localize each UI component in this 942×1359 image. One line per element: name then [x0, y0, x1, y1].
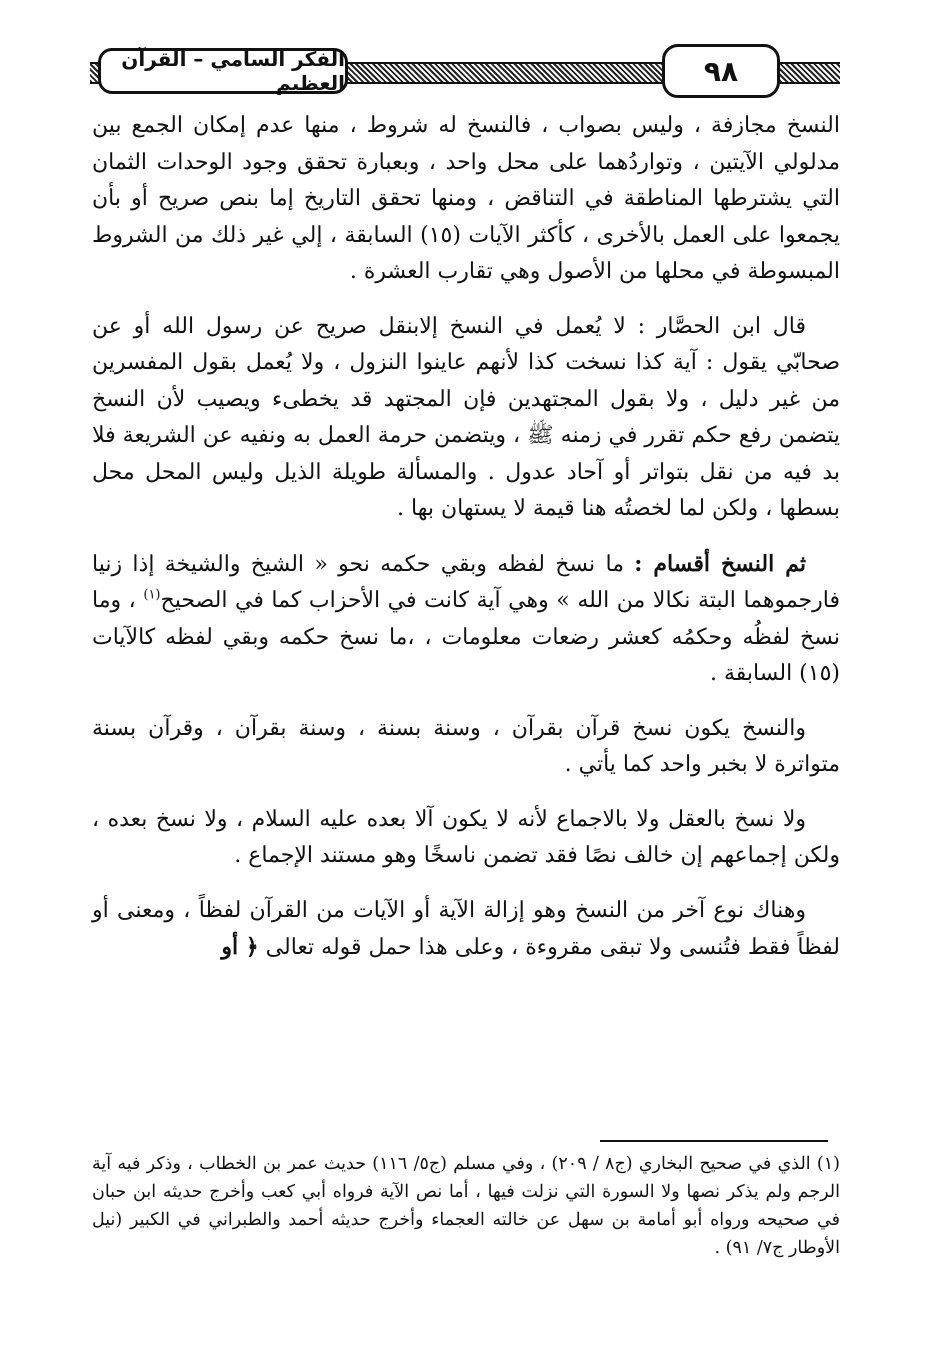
- paragraph-3-text-b: ، وما نسخ لفظُه وحكمُه كعشر رضعات معلومات ، ،ما نسخ حكمه وبقي لفظه كالآيات (١٥) السابقة .: [92, 588, 840, 686]
- book-title: الفكر السامي – القرآن العظيم: [98, 48, 348, 94]
- page-header: [90, 44, 840, 102]
- paragraph-4: والنسخ يكون نسخ قرآن بقرآن ، وسنة بسنة ، وسنة بقرآن ، وقرآن بسنة متواترة لا بخبر واحد كما يأتي .: [92, 715, 840, 777]
- paragraph-3-text-a: ما نسخ لفظه وبقي حكمه نحو « الشيخ والشيخة إذا زنيا فارجموهما البتة نكالا من الله » وهي آية كانت في الأحزاب كما في الصحيح: [92, 551, 840, 613]
- paragraph-2: قال ابن الحصَّار : لا يُعمل في النسخ إلابنقل صريح عن رسول الله أو عن صحابّي يقول : آية كذا نسخت كذا لأنهم عاينوا النزول ، ولا يُعمل بقول المفسرين من غير دليل ، ولا بقول المجتهدين فإن المجتهد قد يخطىء ويصيب لأن النسخ يتضمن رفع حكم تقرر في زمنه ﷺ ، ويتضمن حرمة العمل به ونفيه عن الشريعة فلا بد فيه من نقل بتواتر أو آحاد عدول . والمسألة طويلة الذيل وليس المحل محل بسطها ، ولكن لما لخصتُه هنا قيمة لا يستهان بها .: [92, 313, 840, 521]
- paragraph-3: [92, 546, 840, 693]
- quran-quote-start: ﴿ أو: [221, 934, 259, 960]
- footnote-marker: (١): [143, 587, 161, 603]
- page-number: ٩٨: [662, 44, 780, 98]
- footnote-1: (١) الذي في صحيح البخاري (ج٨ / ٢٠٩) ، وفي مسلم (ج٥/ ١١٦) حديث عمر بن الخطاب ، وذكر فيه آية الرجم ولم يذكر نصها ولا السورة التي نزلت فيها ، أما نص الآية فرواه أبي كعب وأخرج حديثه ابن حبان في صحيحه ورواه أبو أمامة بن سهل عن خالته العجماء وأخرج حديثه أحمد والطبراني في الكبير (نيل الأوطار ج٧/ ٩١) .: [92, 1154, 840, 1258]
- main-text: [92, 108, 840, 985]
- paragraph-5: ولا نسخ بالعقل ولا بالاجماع لأنه لا يكون آلا بعده عليه السلام ، ولا نسخ بعده ، ولكن إجماعهم إن خالف نصًا فقد تضمن ناسخًا وهو مستند الإجماع .: [92, 806, 840, 868]
- paragraph-6-text: وهناك نوع آخر من النسخ وهو إزالة الآية أو الآيات من القرآن لفظاً ، ومعنى أو لفظاً فقط فتُنسى ولا تبقى مقروءة ، وعلى هذا حمل قوله تعالى: [92, 897, 840, 960]
- paragraph-1: النسخ مجازفة ، وليس بصواب ، فالنسخ له شروط ، منها عدم إمكان الجمع بين مدلولي الآيتين ، وتواردُهما على محل واحد ، وبعبارة تحقق وجود الوحدات الثمان التي يشترطها المناطقة في التناقض ، ومنها تحقق التاريخ إما بنص صريح أو بأن يجمعوا على العمل بالأخرى ، كأكثر الآيات (١٥) السابقة ، إلي غير ذلك من الشروط المبسوطة في محلها من الأصول وهي تقارب العشرة .: [92, 113, 840, 284]
- footnote-separator: [600, 1140, 828, 1142]
- paragraph-6: [92, 893, 840, 967]
- paragraph-3-lead: ثم النسخ أقسام :: [634, 550, 806, 577]
- footnotes: [92, 1150, 840, 1262]
